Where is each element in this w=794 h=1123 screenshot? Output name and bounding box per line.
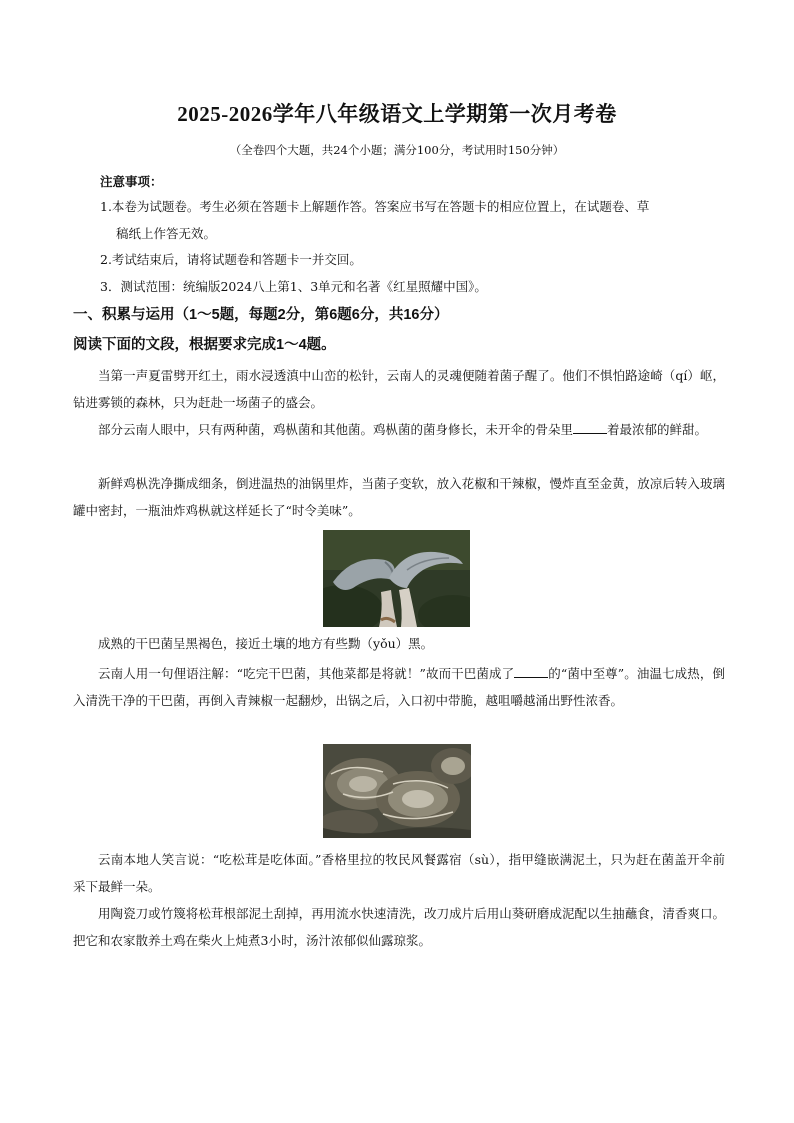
notice-item-1 [100, 193, 725, 247]
passage-paragraph-1: 当第一声夏雷劈开红土，雨水浸透滇中山峦的松针，云南人的灵魂便随着菌子醒了。他们不惧怕路途崎（qí）岖，钻进雾锁的森林，只为赶赴一场菌子的盛会。 [73, 368, 725, 410]
notice-heading: 注意事项： [100, 174, 163, 189]
notice-item-1-line-1: 1.本卷为试题卷。考生必须在答题卡上解题作答。答案应书写在答题卡的相应位置上，在试题卷、草 [100, 199, 650, 214]
notice-item-3: 3．测试范围：统编版2024八上第1、3单元和名著《红星照耀中国》。 [100, 279, 487, 294]
section-1-heading: 一、积累与运用（1～5题，每题2分，第6题6分，共16分） [73, 307, 449, 323]
passage-paragraph-3: 新鲜鸡枞洗净撕成细条，倒进温热的油锅里炸，当菌子变软，放入花椒和干辣椒，慢炸直至金黄，放凉后转入玻璃罐中密封，一瓶油炸鸡枞就这样延长了“时令美味”。 [73, 476, 725, 518]
passage-paragraph-5 [73, 660, 725, 714]
passage-paragraph-6: 云南本地人笑言说：“吃松茸是吃体面。”香格里拉的牧民风餐露宿（sù），指甲缝嵌满泥土，只为赶在菌盖开伞前采下最鲜一朵。 [73, 852, 725, 894]
notice-item-2: 2.考试结束后，请将试题卷和答题卡一并交回。 [100, 252, 362, 267]
paragraph-5-part-a: 云南人用一句俚语注解：“吃完干巴菌，其他菜都是将就！”故而干巴菌成了 [98, 666, 515, 681]
paragraph-5-part-b: 的“菌中至尊”。油温七成热，倒入清洗干净的干巴菌，再倒入青辣椒一起翻炒，出锅之后，入口初中带脆，越咀嚼越涌出野性浓香。 [73, 666, 725, 708]
fill-blank-1 [573, 421, 607, 434]
passage-paragraph-2 [73, 416, 725, 443]
exam-info: （全卷四个大题，共24个小题；满分100分，考试用时150分钟） [229, 143, 565, 157]
mushroom-photo-ganba [323, 744, 471, 838]
passage-paragraph-4: 成熟的干巴菌呈黑褐色，接近土壤的地方有些黝（yǒu）黑。 [98, 636, 434, 651]
notice-item-1-line-2: 稿纸上作答无效。 [116, 226, 217, 241]
page-title: 2025-2026学年八年级语文上学期第一次月考卷 [177, 102, 617, 126]
passage-paragraph-7: 用陶瓷刀或竹篾将松茸根部泥土刮掉，再用流水快速清洗，改刀成片后用山葵研磨成泥配以生抽蘸食，清香爽口。把它和农家散养土鸡在柴火上炖煮3小时，汤汁浓郁似仙露琼浆。 [73, 906, 725, 948]
fill-blank-2 [514, 665, 548, 678]
paragraph-2-part-a: 部分云南人眼中，只有两种菌，鸡枞菌和其他菌。鸡枞菌的菌身修长，未开伞的骨朵里 [98, 422, 574, 437]
reading-instruction: 阅读下面的文段，根据要求完成1～4题。 [73, 337, 336, 353]
mushroom-photo-jizong [323, 530, 470, 627]
paragraph-2-part-b: 着最浓郁的鲜甜。 [607, 422, 708, 437]
